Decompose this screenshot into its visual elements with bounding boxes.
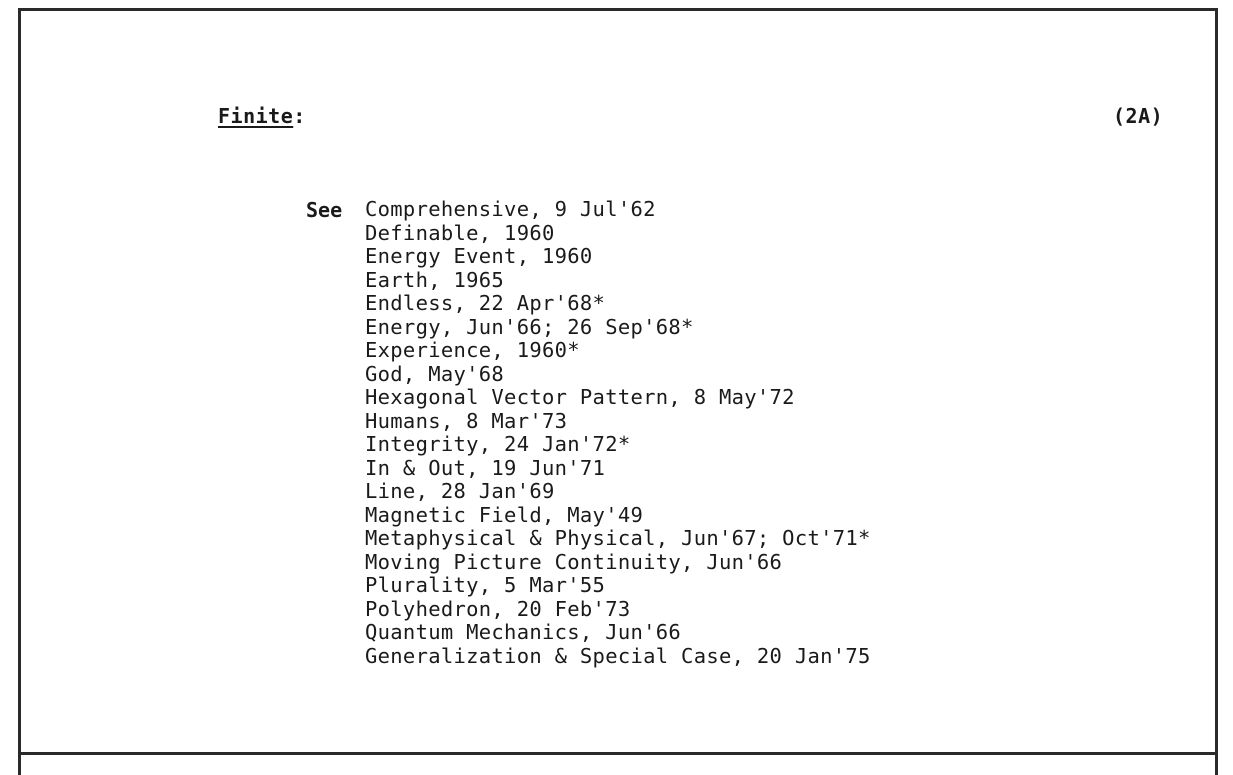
cross-reference-entry: Definable, 1960	[365, 220, 555, 245]
cross-reference-entry: Integrity, 24 Jan'72*	[365, 432, 631, 456]
card-id: (2A)	[1113, 104, 1164, 128]
cross-reference-entry: Energy, Jun'66; 26 Sep'68*	[365, 314, 694, 339]
card-heading	[218, 104, 306, 128]
see-label: See	[306, 198, 343, 222]
cross-reference-entry: Metaphysical & Physical, Jun'67; Oct'71*	[365, 526, 871, 550]
next-card-edge	[18, 755, 1218, 775]
cross-reference-entry: Hexagonal Vector Pattern, 8 May'72	[365, 385, 795, 409]
cross-reference-entry: Energy Event, 1960	[365, 244, 593, 268]
card-term-suffix: :	[293, 104, 306, 128]
cross-reference-entry: Quantum Mechanics, Jun'66	[365, 620, 682, 644]
cross-reference-entry: Moving Picture Continuity, Jun'66	[365, 549, 783, 574]
cross-reference-entry: God, May'68	[365, 361, 505, 386]
cross-reference-entry: Generalization & Special Case, 20 Jan'75	[365, 643, 871, 668]
cross-reference-entry: Earth, 1965	[365, 267, 505, 292]
cross-reference-entry: Humans, 8 Mar'73	[365, 408, 568, 433]
cross-reference-entry: Polyhedron, 20 Feb'73	[365, 596, 631, 621]
cross-reference-entry: Magnetic Field, May'49	[365, 502, 644, 527]
cross-reference-entry: Line, 28 Jan'69	[365, 479, 555, 503]
cross-reference-entry: Endless, 22 Apr'68*	[365, 291, 606, 315]
cross-reference-entry: Experience, 1960*	[365, 338, 580, 362]
card-term: Finite	[218, 104, 294, 128]
cross-reference-entry: Comprehensive, 9 Jul'62	[365, 197, 656, 221]
cross-reference-entry: Plurality, 5 Mar'55	[365, 573, 606, 597]
cross-reference-entry: In & Out, 19 Jun'71	[365, 455, 606, 480]
cross-reference-list	[365, 198, 871, 668]
